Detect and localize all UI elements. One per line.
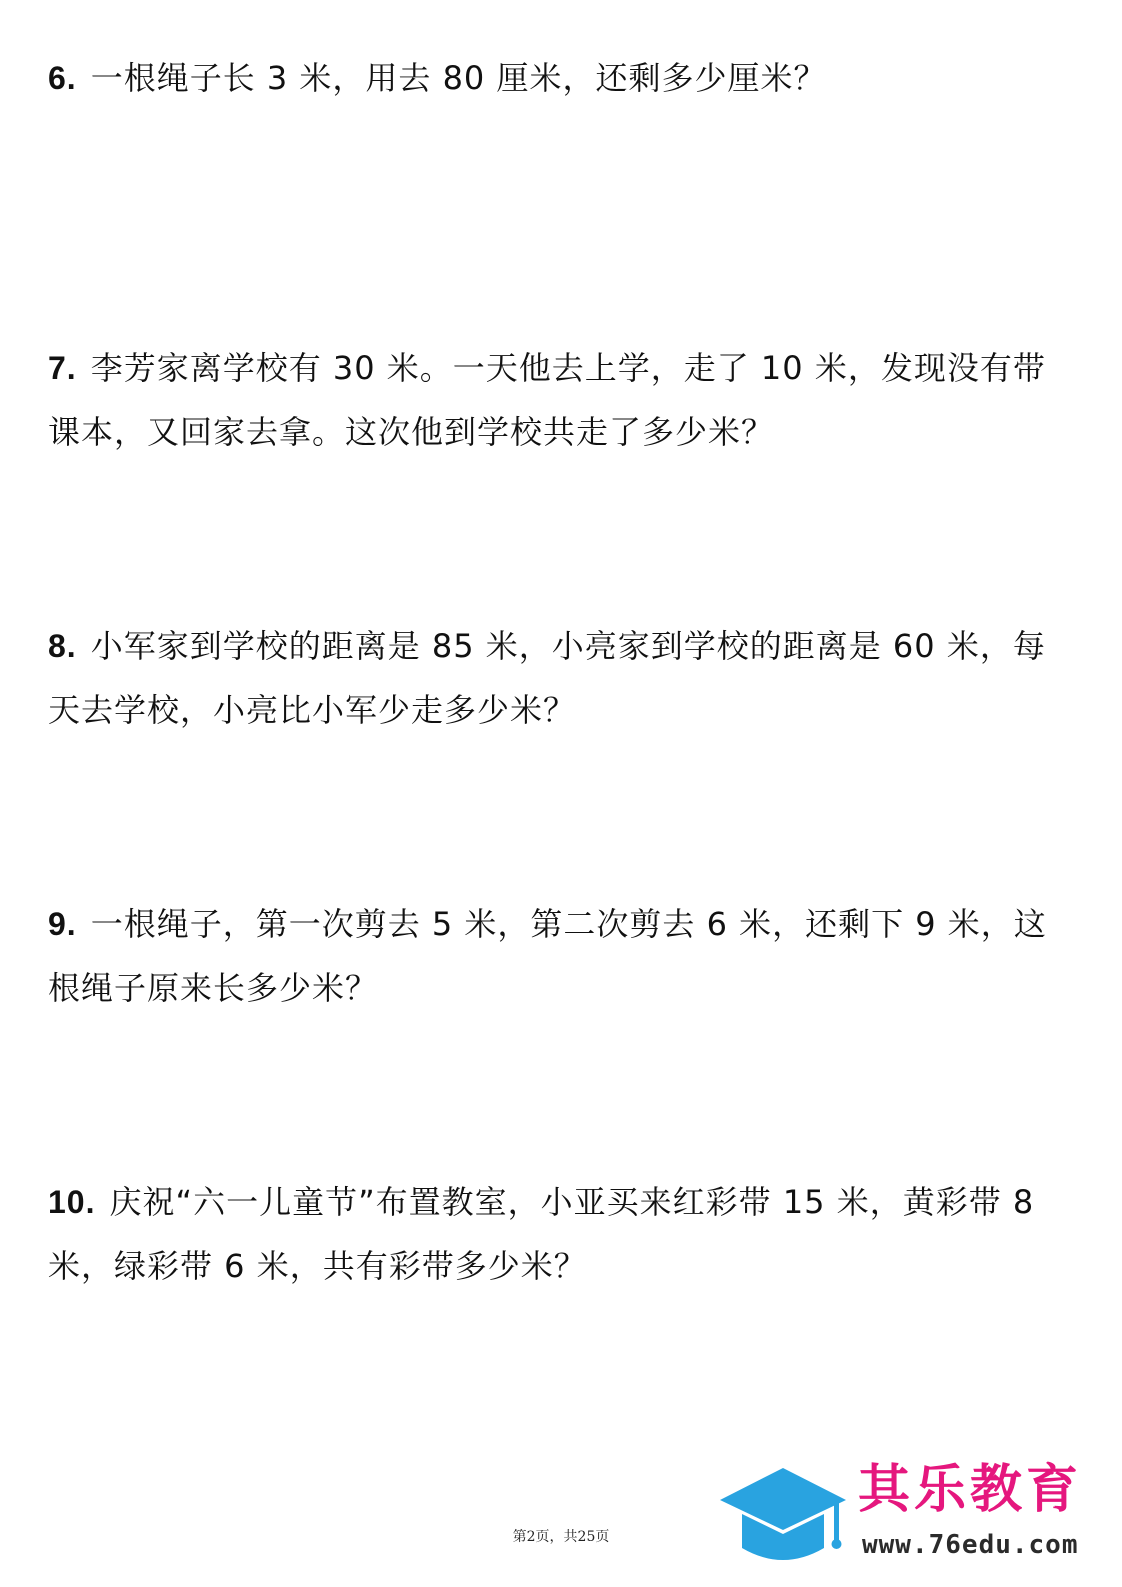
problem-6 [48,46,1068,110]
page-number-label: 第2页，共25页 [512,1529,610,1545]
graduation-cap-icon [718,1464,848,1574]
brand-url: www.76edu.com [862,1530,1079,1560]
problem-number: 8. [48,628,77,664]
brand-name: 其乐教育 [858,1460,1083,1520]
problem-number: 10. [48,1184,96,1220]
problem-8 [48,614,1068,742]
problem-10 [48,1170,1068,1298]
brand-logo [718,1456,1118,1580]
problem-number: 6. [48,60,77,96]
problem-number: 7. [48,350,77,386]
problem-7 [48,336,1068,464]
problem-text: 李芳家离学校有 30 米。一天他去上学，走了 10 米，发现没有带课本，又回家去拿。这次他到学校共走了多少米？ [48,349,1046,451]
problem-text: 一根绳子，第一次剪去 5 米，第二次剪去 6 米，还剩下 9 米，这根绳子原来长多少米？ [48,905,1047,1007]
problem-number: 9. [48,906,77,942]
problem-text: 庆祝“六一儿童节”布置教室，小亚买来红彩带 15 米，黄彩带 8 米，绿彩带 6 米，共有彩带多少米？ [48,1183,1035,1285]
problem-text: 小军家到学校的距离是 85 米，小亮家到学校的距离是 60 米，每天去学校，小亮比小军少走多少米？ [48,627,1046,729]
problem-9 [48,892,1068,1020]
problem-text: 一根绳子长 3 米，用去 80 厘米，还剩多少厘米？ [90,59,827,97]
